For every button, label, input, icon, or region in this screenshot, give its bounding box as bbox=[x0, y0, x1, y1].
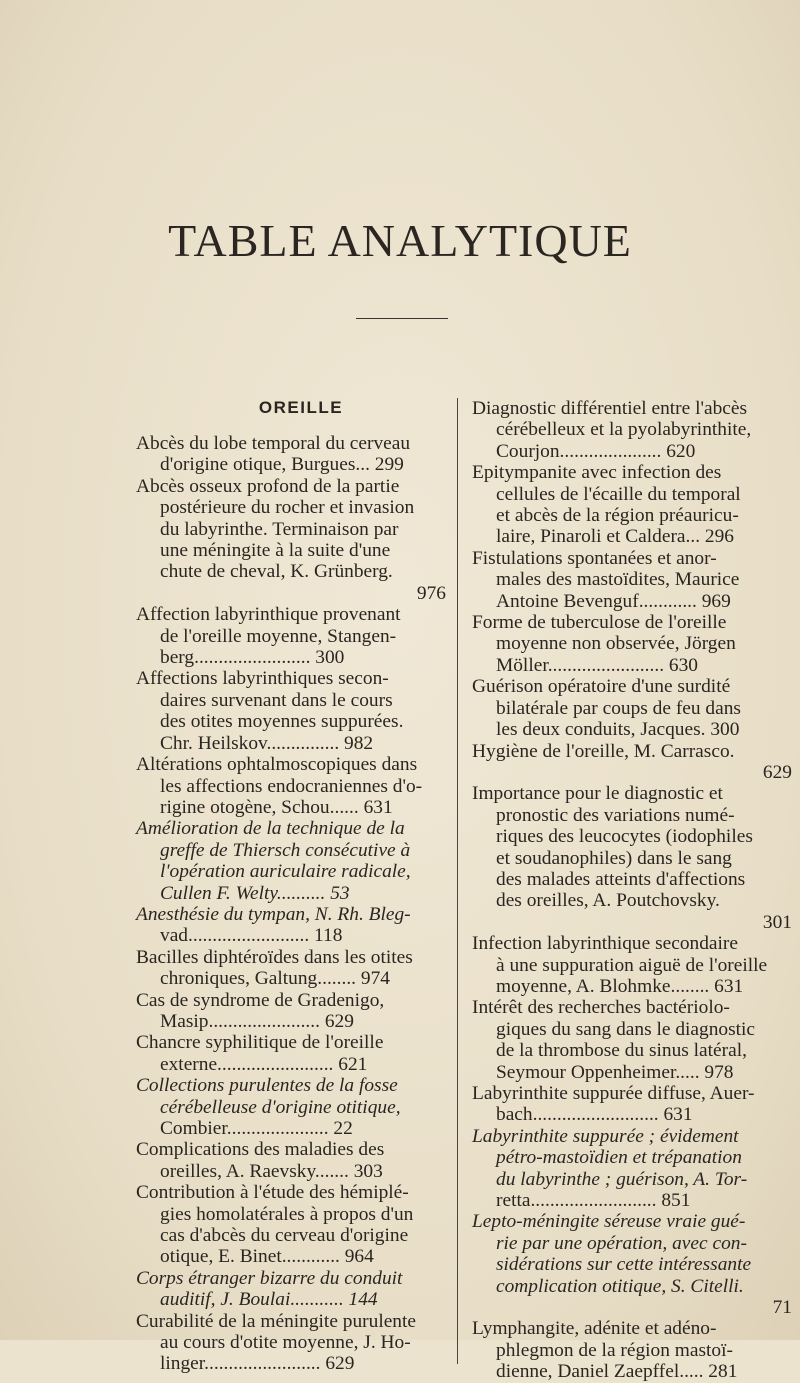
entry-line: Infection labyrinthique secondaire bbox=[472, 933, 738, 955]
entry-line: Guérison opératoire d'une surdité bbox=[472, 676, 731, 698]
entry-line: de la thrombose du sinus latéral, bbox=[496, 1040, 747, 1062]
index-entry bbox=[136, 818, 446, 904]
entry-line: Courjon..................... 620 bbox=[496, 440, 696, 462]
entry-line: cérébelleuse d'origine otitique, bbox=[160, 1096, 401, 1118]
entry-line: Hygiène de l'oreille, M. Carrasco. bbox=[472, 740, 735, 762]
index-entry bbox=[472, 783, 792, 933]
entry-line: vad......................... 118 bbox=[160, 925, 343, 947]
entry-line: retta.......................... 851 bbox=[496, 1190, 691, 1212]
index-entry bbox=[472, 933, 792, 997]
index-entry bbox=[472, 676, 792, 740]
entry-line: Cas de syndrome de Gradenigo, bbox=[136, 989, 385, 1011]
entry-line: Masip....................... 629 bbox=[160, 1010, 354, 1032]
entry-line: dienne, Daniel Zaepffel..... 281 bbox=[496, 1361, 738, 1383]
index-entry bbox=[136, 1268, 446, 1311]
entry-line: au cours d'otite moyenne, J. Ho- bbox=[160, 1332, 411, 1354]
right-column bbox=[472, 398, 792, 1383]
entry-line: Curabilité de la méningite purulente bbox=[136, 1310, 416, 1332]
entry-line: postérieure du rocher et invasion bbox=[160, 497, 415, 519]
entry-line: chute de cheval, K. Grünberg. bbox=[160, 561, 393, 583]
entry-line: Abcès osseux profond de la partie bbox=[136, 475, 400, 497]
index-entry bbox=[472, 997, 792, 1083]
index-entry bbox=[136, 1311, 446, 1375]
index-entry bbox=[472, 398, 792, 462]
entry-line: cas d'abcès du cerveau d'origine bbox=[160, 1225, 409, 1247]
index-entry bbox=[472, 612, 792, 676]
entry-line: Forme de tuberculose de l'oreille bbox=[472, 612, 727, 634]
entry-line: auditif, J. Boulai........... 144 bbox=[160, 1289, 378, 1311]
entry-line: sidérations sur cette intéressante bbox=[496, 1254, 752, 1276]
entry-line: gies homolatérales à propos d'un bbox=[160, 1203, 414, 1225]
entry-line: moyenne non observée, Jörgen bbox=[496, 633, 736, 655]
index-entry bbox=[136, 754, 446, 818]
entry-line: linger........................ 629 bbox=[160, 1353, 355, 1375]
index-entry bbox=[136, 904, 446, 947]
entry-line: bilatérale par coups de feu dans bbox=[496, 697, 741, 719]
index-entry bbox=[472, 548, 792, 612]
index-entry bbox=[472, 1083, 792, 1126]
entry-line: des malades atteints d'affections bbox=[496, 868, 746, 890]
left-entries bbox=[136, 433, 446, 1375]
entry-line: riques des leucocytes (iodophiles bbox=[496, 826, 753, 848]
entry-line: d'origine otique, Burgues... 299 bbox=[160, 454, 404, 476]
entry-line: Seymour Oppenheimer..... 978 bbox=[496, 1061, 734, 1083]
entry-line: pronostic des variations numé- bbox=[496, 804, 735, 826]
entry-line: et abcès de la région préauricu- bbox=[496, 505, 739, 527]
entry-line: externe........................ 621 bbox=[160, 1053, 368, 1075]
entry-line: oreilles, A. Raevsky....... 303 bbox=[160, 1160, 383, 1182]
entry-line: 301 bbox=[762, 911, 792, 933]
column-divider bbox=[457, 398, 458, 1364]
index-entry bbox=[136, 947, 446, 990]
entry-line: du labyrinthe ; guérison, A. Tor- bbox=[496, 1168, 748, 1190]
entry-line: Amélioration de la technique de la bbox=[136, 818, 405, 840]
entry-line: 71 bbox=[772, 1297, 792, 1319]
entry-line: laire, Pinaroli et Caldera... 296 bbox=[496, 526, 734, 548]
left-column bbox=[136, 398, 446, 1375]
entry-line: complication otitique, S. Citelli. bbox=[496, 1275, 744, 1297]
entry-line: Collections purulentes de la fosse bbox=[136, 1075, 398, 1097]
entry-line: Fistulations spontanées et anor- bbox=[472, 547, 717, 569]
entry-line: des oreilles, A. Poutchovsky. bbox=[496, 890, 720, 912]
entry-line: Chancre syphilitique de l'oreille bbox=[136, 1032, 384, 1054]
entry-line: otique, E. Binet............ 964 bbox=[160, 1246, 374, 1268]
entry-line: daires survenant dans le cours bbox=[160, 689, 393, 711]
index-entry bbox=[136, 1075, 446, 1139]
entry-line: Combier..................... 22 bbox=[160, 1118, 353, 1139]
entry-line: Corps étranger bizarre du conduit bbox=[136, 1267, 403, 1289]
entry-line: Labyrinthite suppurée diffuse, Auer- bbox=[472, 1083, 755, 1104]
entry-line: 629 bbox=[762, 761, 792, 783]
entry-line: Lepto-méningite séreuse vraie gué- bbox=[472, 1211, 746, 1233]
entry-line: Labyrinthite suppurée ; évidement bbox=[472, 1125, 739, 1147]
right-entries bbox=[472, 398, 792, 1383]
entry-line: Complications des maladies des bbox=[136, 1139, 385, 1161]
entry-line: males des mastoïdites, Maurice bbox=[496, 569, 740, 591]
index-entry bbox=[136, 1139, 446, 1182]
index-entry bbox=[472, 1126, 792, 1212]
entry-line: Möller........................ 630 bbox=[496, 654, 698, 676]
entry-line: Cullen F. Welty.......... 53 bbox=[160, 882, 350, 904]
entry-line: les affections endocraniennes d'o- bbox=[160, 775, 423, 797]
entry-line: les deux conduits, Jacques. 300 bbox=[496, 719, 740, 741]
entry-line: bach.......................... 631 bbox=[496, 1104, 693, 1126]
entry-line: Affection labyrinthique provenant bbox=[136, 604, 401, 626]
entry-line: Abcès du lobe temporal du cerveau bbox=[136, 433, 411, 454]
index-entry bbox=[472, 1211, 792, 1318]
index-entry bbox=[472, 1318, 792, 1382]
section-title: OREILLE bbox=[258, 398, 344, 417]
entry-line: greffe de Thiersch consécutive à bbox=[160, 839, 411, 861]
entry-line: berg........................ 300 bbox=[160, 647, 345, 669]
page-title: TABLE ANALYTIQUE bbox=[168, 215, 632, 266]
entry-line: à une suppuration aiguë de l'oreille bbox=[496, 954, 768, 976]
entry-line: Importance pour le diagnostic et bbox=[472, 783, 723, 805]
entry-line: Altérations ophtalmoscopiques dans bbox=[136, 754, 418, 776]
entry-line: Bacilles diphtéroïdes dans les otites bbox=[136, 946, 413, 968]
entry-line: Intérêt des recherches bactériolo- bbox=[472, 997, 730, 1019]
entry-line: chroniques, Galtung........ 974 bbox=[160, 968, 390, 990]
index-entry bbox=[136, 433, 446, 476]
index-entry bbox=[136, 476, 446, 604]
entry-line: Diagnostic différentiel entre l'abcès bbox=[472, 398, 748, 419]
index-entry bbox=[136, 668, 446, 754]
index-entry bbox=[472, 462, 792, 548]
entry-line: Contribution à l'étude des hémiplé- bbox=[136, 1182, 409, 1204]
entry-line: 976 bbox=[416, 582, 446, 604]
entry-line: de l'oreille moyenne, Stangen- bbox=[160, 625, 397, 647]
entry-line: Anesthésie du tympan, N. Rh. Bleg- bbox=[136, 903, 411, 925]
entry-line: phlegmon de la région mastoï- bbox=[496, 1339, 733, 1361]
entry-line: cellules de l'écaille du temporal bbox=[496, 483, 741, 505]
entry-line: Chr. Heilskov............... 982 bbox=[160, 732, 374, 754]
entry-line: l'opération auriculaire radicale, bbox=[160, 861, 411, 883]
title-rule bbox=[356, 318, 448, 319]
entry-line: giques du sang dans le diagnostic bbox=[496, 1018, 756, 1040]
entry-line: Affections labyrinthiques secon- bbox=[136, 668, 389, 690]
entry-line: Antoine Bevenguf............ 969 bbox=[496, 590, 731, 612]
entry-line: rie par une opération, avec con- bbox=[496, 1232, 747, 1254]
entry-line: et soudanophiles) dans le sang bbox=[496, 847, 732, 869]
index-entry bbox=[472, 741, 792, 784]
entry-line: Epitympanite avec infection des bbox=[472, 462, 722, 484]
index-entry bbox=[136, 990, 446, 1033]
index-entry bbox=[136, 1182, 446, 1268]
entry-line: des otites moyennes suppurées. bbox=[160, 711, 404, 733]
entry-line: moyenne, A. Blohmke........ 631 bbox=[496, 975, 744, 997]
index-entry bbox=[136, 1032, 446, 1075]
entry-line: cérébelleux et la pyolabyrinthite, bbox=[496, 419, 752, 441]
entry-line: rigine otogène, Schou...... 631 bbox=[160, 796, 393, 818]
entry-line: pétro-mastoïdien et trépanation bbox=[496, 1147, 742, 1169]
entry-line: Lymphangite, adénite et adéno- bbox=[472, 1318, 717, 1340]
entry-line: une méningite à la suite d'une bbox=[160, 540, 391, 562]
entry-line: du labyrinthe. Terminaison par bbox=[160, 518, 399, 540]
index-entry bbox=[136, 604, 446, 668]
